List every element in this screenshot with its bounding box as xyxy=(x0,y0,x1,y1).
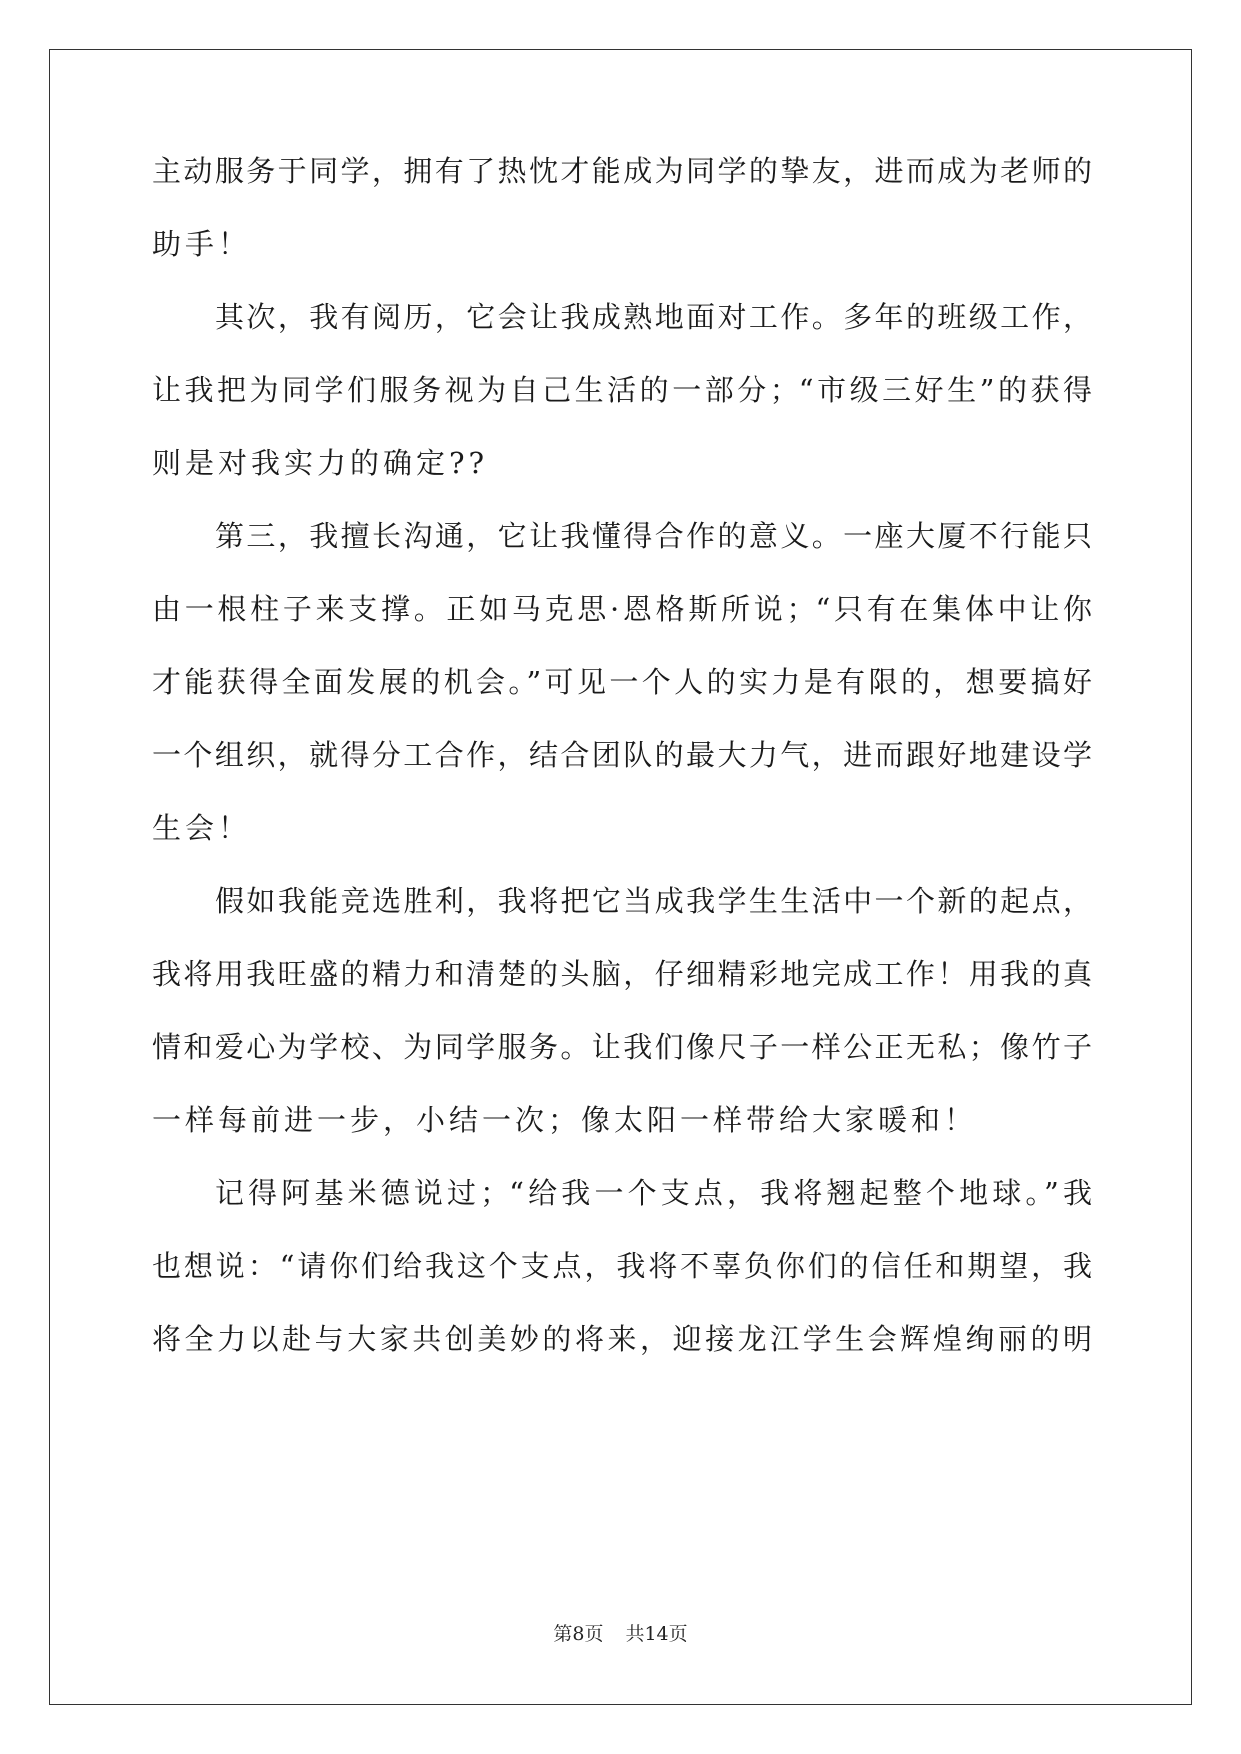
page-total: 共14页 xyxy=(625,1623,688,1645)
text-line: 助手！ xyxy=(152,227,252,261)
page-border xyxy=(49,49,1192,1705)
text-line: 一样每前进一步，小结一次；像太阳一样带给大家暖和！ xyxy=(152,1103,978,1137)
text-line: 让我把为同学们服务视为自己生活的一部分；“市级三好生”的获得 xyxy=(152,373,1092,407)
text-line: 我将用我旺盛的精力和清楚的头脑，仔细精彩地完成工作！用我的真 xyxy=(152,957,1092,991)
text-line: 假如我能竞选胜利，我将把它当成我学生生活中一个新的起点， xyxy=(215,884,1092,918)
text-line: 则是对我实力的确定?? xyxy=(152,446,489,480)
text-line: 其次，我有阅历，它会让我成熟地面对工作。多年的班级工作， xyxy=(215,300,1092,334)
text-line: 由一根柱子来支撑。正如马克思·恩格斯所说；“只有在集体中让你 xyxy=(152,592,1092,626)
text-line: 生会！ xyxy=(152,811,252,845)
text-line: 才能获得全面发展的机会。”可见一个人的实力是有限的，想要搞好 xyxy=(152,665,1092,699)
text-line: 将全力以赴与大家共创美妙的将来，迎接龙江学生会辉煌绚丽的明 xyxy=(152,1322,1092,1356)
text-line: 也想说：“请你们给我这个支点，我将不辜负你们的信任和期望，我 xyxy=(152,1249,1092,1283)
text-line: 记得阿基米德说过；“给我一个支点，我将翘起整个地球。”我 xyxy=(215,1176,1092,1210)
page-footer xyxy=(0,1622,1241,1646)
text-line: 主动服务于同学，拥有了热忱才能成为同学的挚友，进而成为老师的 xyxy=(152,154,1092,188)
text-line: 一个组织，就得分工合作，结合团队的最大力气，进而跟好地建设学 xyxy=(152,738,1092,772)
text-line: 第三，我擅长沟通，它让我懂得合作的意义。一座大厦不行能只 xyxy=(215,519,1092,553)
page-number: 第8页 xyxy=(553,1623,604,1645)
text-line: 情和爱心为学校、为同学服务。让我们像尺子一样公正无私；像竹子 xyxy=(152,1030,1092,1064)
